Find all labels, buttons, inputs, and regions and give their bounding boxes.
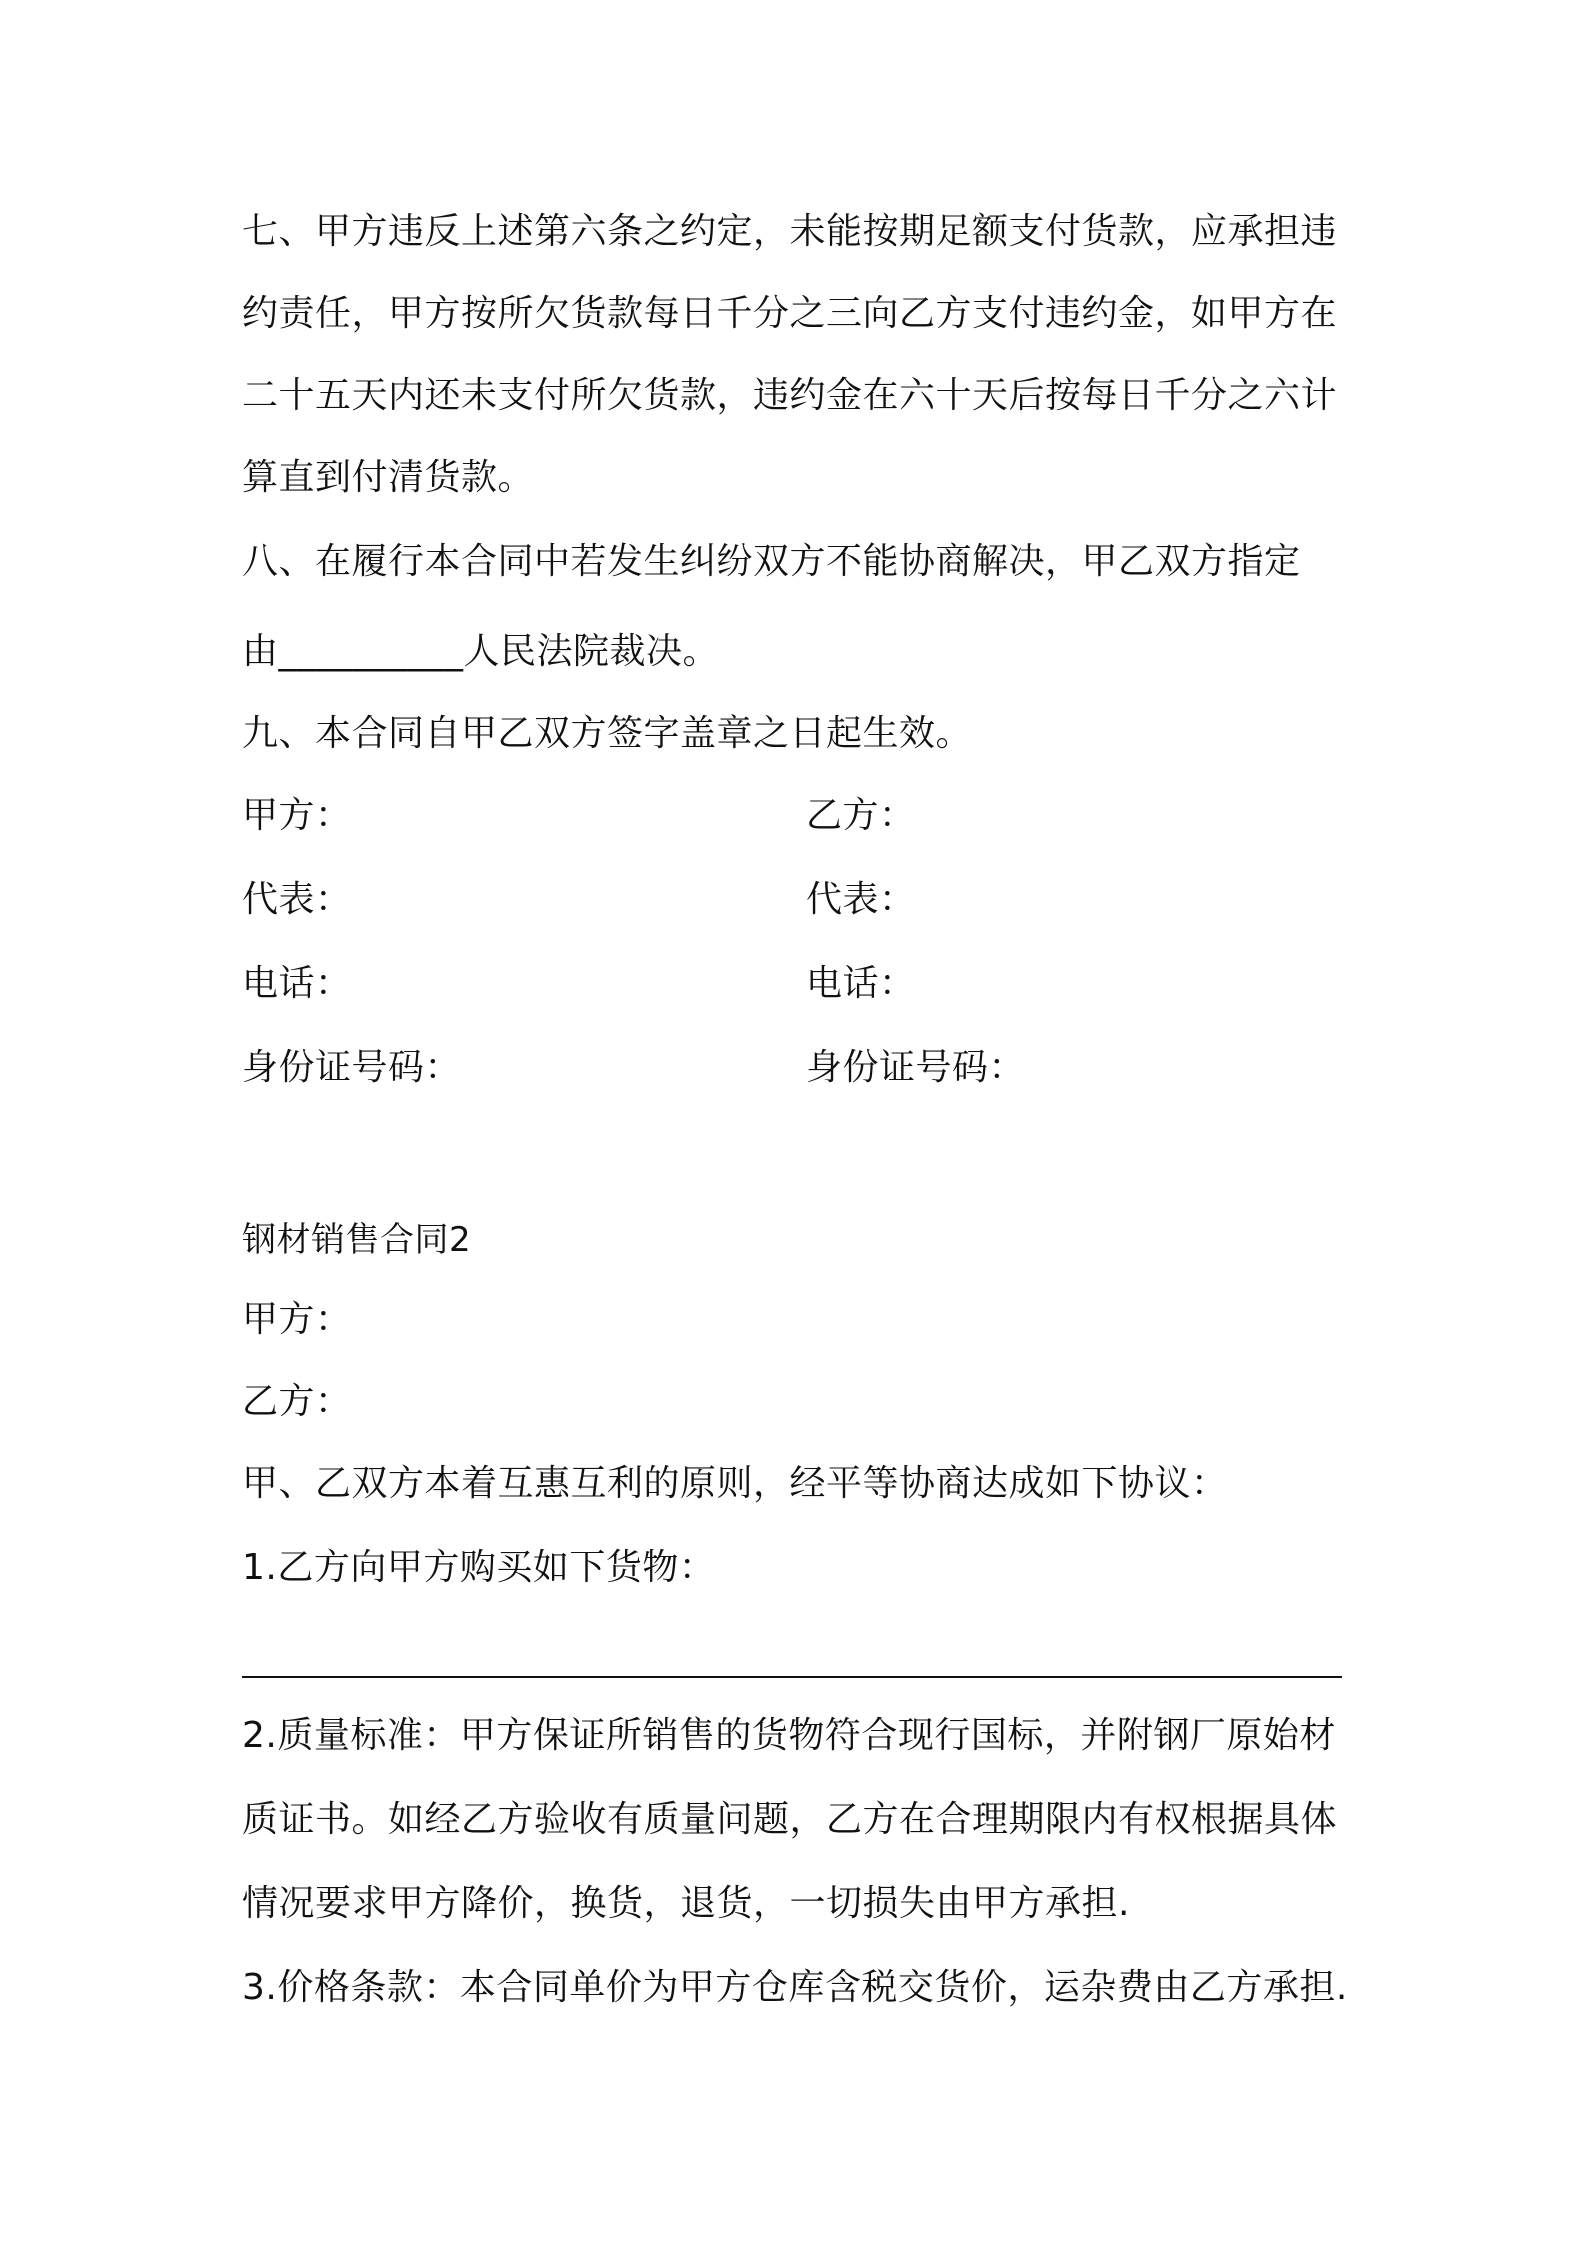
- party-b-id: 身份证号码：: [806, 1047, 1026, 1088]
- goods-blank-line: [242, 1676, 1342, 1678]
- contract-2-intro: 甲、乙双方本着互惠互利的原则，经平等协商达成如下协议：: [242, 1463, 1228, 1504]
- party-a-id: 身份证号码：: [242, 1047, 462, 1088]
- party-b-label: 乙方：: [806, 795, 916, 836]
- party-a-label: 甲方：: [242, 795, 352, 836]
- article-7-line-2: 约责任，甲方按所欠货款每日千分之三向乙方支付违约金，如甲方在: [242, 293, 1338, 334]
- contract-2-item-1: 1.乙方向甲方购买如下货物：: [242, 1547, 716, 1588]
- article-7-line-3: 二十五天内还未支付所欠货款，违约金在六十天后按每日千分之六计: [242, 375, 1338, 416]
- party-b-rep: 代表：: [806, 879, 916, 920]
- article-8-line-2: 由__________人民法院裁决。: [242, 631, 720, 672]
- contract-2-party-b: 乙方：: [242, 1381, 352, 1422]
- article-7-line-1: 七、甲方违反上述第六条之约定，未能按期足额支付货款，应承担违: [242, 211, 1338, 252]
- contract-2-item-2-line-2: 质证书。如经乙方验收有质量问题，乙方在合理期限内有权根据具体: [242, 1799, 1338, 1840]
- contract-2-item-2-line-3: 情况要求甲方降价，换货，退货，一切损失由甲方承担.: [242, 1883, 1130, 1924]
- contract-2-item-3: 3.价格条款：本合同单价为甲方仓库含税交货价，运杂费由乙方承担.: [242, 1967, 1348, 2008]
- party-b-phone: 电话：: [806, 963, 916, 1004]
- contract-2-party-a: 甲方：: [242, 1299, 352, 1340]
- party-a-phone: 电话：: [242, 963, 352, 1004]
- contract-2-item-2-line-1: 2.质量标准：甲方保证所销售的货物符合现行国标，并附钢厂原始材: [242, 1715, 1336, 1756]
- party-a-rep: 代表：: [242, 879, 352, 920]
- article-9-line-1: 九、本合同自甲乙双方签字盖章之日起生效。: [242, 713, 973, 754]
- contract-2-title: 钢材销售合同2: [242, 1220, 472, 1260]
- article-7-line-4: 算直到付清货款。: [242, 457, 535, 498]
- article-8-line-1: 八、在履行本合同中若发生纠纷双方不能协商解决，甲乙双方指定: [242, 541, 1301, 582]
